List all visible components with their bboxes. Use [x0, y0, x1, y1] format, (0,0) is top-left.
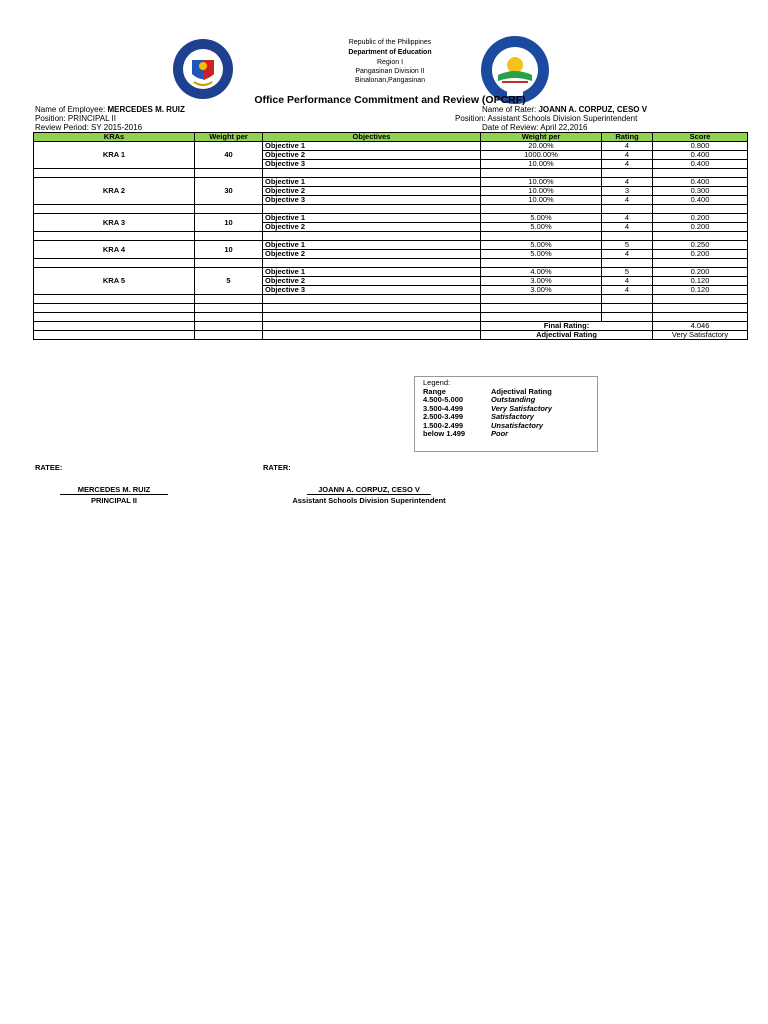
employee-name-label: Name of Employee: — [35, 105, 106, 114]
spacer-row — [34, 232, 748, 241]
legend-col-rating: Adjectival Rating — [491, 386, 552, 396]
ratee-label: RATEE: — [35, 463, 63, 472]
col-header-kras: KRAs — [34, 133, 195, 142]
objective-rating: 5 — [602, 268, 653, 277]
objective-label: Objective 3 — [263, 160, 481, 169]
employee-position: Position: PRINCIPAL II — [35, 114, 116, 123]
objective-weight: 3.00% — [481, 277, 602, 286]
objective-weight: 5.00% — [481, 250, 602, 259]
objective-score: 0.200 — [653, 268, 748, 277]
legend-range: below 1.499 — [423, 429, 466, 438]
objective-score: 0.250 — [653, 241, 748, 250]
objective-rating: 4 — [602, 160, 653, 169]
rater-label: RATER: — [263, 463, 291, 472]
table-header-row — [34, 133, 748, 142]
header-department: Department of Education — [348, 49, 432, 56]
table-row — [34, 214, 748, 223]
objective-weight: 5.00% — [481, 223, 602, 232]
legend-rating: Satisfactory — [491, 412, 534, 421]
adjectival-rating-value: Very Satisfactory — [653, 331, 748, 340]
objective-weight: 10.00% — [481, 196, 602, 205]
rater-position: Position: Assistant Schools Division Superintendent — [455, 114, 638, 123]
header-republic: Republic of the Philippines — [348, 39, 432, 46]
col-header-rating: Rating — [602, 133, 653, 142]
objective-weight: 4.00% — [481, 268, 602, 277]
rater-sign-position: Assistant Schools Division Superintendent — [292, 496, 446, 505]
objective-rating: 4 — [602, 142, 653, 151]
objective-weight: 5.00% — [481, 214, 602, 223]
legend-range: 1.500-2.499 — [423, 420, 464, 430]
objective-rating: 4 — [602, 250, 653, 259]
legend-title: Legend: — [423, 378, 451, 387]
legend-rating: Poor — [491, 429, 509, 438]
table-row — [34, 142, 748, 151]
review-period: Review Period: SY 2015-2016 — [35, 123, 143, 132]
spacer-row — [34, 313, 748, 322]
spacer-row — [34, 259, 748, 268]
review-date: Date of Review: April 22,2016 — [482, 123, 588, 132]
kra-weight: 5 — [195, 268, 263, 295]
legend-range: 3.500-4.499 — [423, 403, 464, 413]
spacer-row — [34, 205, 748, 214]
objective-rating: 4 — [602, 196, 653, 205]
objective-weight: 1000.00% — [481, 151, 602, 160]
ratee-position: PRINCIPAL II — [91, 496, 137, 505]
col-header-weight: Weight per — [195, 133, 263, 142]
table-row — [34, 268, 748, 277]
legend-range: 4.500-5.000 — [423, 395, 464, 404]
objective-label: Objective 2 — [263, 187, 481, 196]
objective-rating: 4 — [602, 223, 653, 232]
header-location: Binalonan,Pangasinan — [354, 77, 426, 84]
rater-name: JOANN A. CORPUZ, CESO V — [538, 105, 648, 114]
spacer-row — [34, 295, 748, 304]
kra-weight: 30 — [195, 178, 263, 205]
objective-label: Objective 2 — [263, 277, 481, 286]
legend-range: 2.500-3.499 — [423, 412, 464, 421]
ratee-signature — [60, 485, 168, 505]
objective-score: 0.400 — [653, 196, 748, 205]
objective-rating: 4 — [602, 178, 653, 187]
page-title: Office Performance Commitment and Review (OPCRF) — [254, 94, 526, 106]
final-rating-label: Final Rating: — [481, 322, 653, 331]
objective-rating: 5 — [602, 241, 653, 250]
legend-rating: Outstanding — [491, 395, 536, 404]
table-row — [34, 241, 748, 250]
legend-rating: Very Satisfactory — [491, 403, 553, 413]
adjectival-rating-row — [34, 331, 748, 340]
objective-label: Objective 3 — [263, 286, 481, 295]
objective-score: 0.400 — [653, 160, 748, 169]
kra-weight: 10 — [195, 214, 263, 232]
objective-label: Objective 1 — [263, 142, 481, 151]
objective-label: Objective 1 — [263, 178, 481, 187]
objective-rating: 4 — [602, 277, 653, 286]
objective-rating: 4 — [602, 151, 653, 160]
spacer-row — [34, 304, 748, 313]
objective-rating: 4 — [602, 286, 653, 295]
rater-name-label: Name of Rater: — [482, 105, 537, 114]
table-row — [34, 178, 748, 187]
objective-score: 0.300 — [653, 187, 748, 196]
employee-name-row — [35, 105, 185, 114]
objective-weight: 10.00% — [481, 178, 602, 187]
kra-name: KRA 4 — [34, 241, 195, 259]
objective-label: Objective 3 — [263, 196, 481, 205]
objective-weight: 10.00% — [481, 160, 602, 169]
objective-weight: 3.00% — [481, 286, 602, 295]
objective-score: 0.120 — [653, 277, 748, 286]
objective-score: 0.200 — [653, 250, 748, 259]
header-region: Region I — [376, 59, 404, 66]
deped-seal-logo — [172, 38, 234, 100]
objective-score: 0.200 — [653, 223, 748, 232]
rater-signature — [262, 485, 476, 505]
objective-weight: 5.00% — [481, 241, 602, 250]
spacer-row — [34, 169, 748, 178]
kra-name: KRA 1 — [34, 142, 195, 169]
legend-rating: Unsatisfactory — [491, 420, 544, 430]
objective-label: Objective 2 — [263, 223, 481, 232]
kra-weight: 10 — [195, 241, 263, 259]
header-division: Pangasinan Division II — [355, 68, 425, 75]
objective-rating: 3 — [602, 187, 653, 196]
kra-name: KRA 5 — [34, 268, 195, 295]
objective-label: Objective 2 — [263, 151, 481, 160]
objective-score: 0.400 — [653, 151, 748, 160]
objective-weight: 20.00% — [481, 142, 602, 151]
kra-name: KRA 2 — [34, 178, 195, 205]
col-header-objective-weight: Weight per — [481, 133, 602, 142]
objective-rating: 4 — [602, 214, 653, 223]
objective-weight: 10.00% — [481, 187, 602, 196]
employee-name: MERCEDES M. RUIZ — [107, 105, 185, 114]
objective-score: 0.120 — [653, 286, 748, 295]
objective-label: Objective 1 — [263, 214, 481, 223]
col-header-objectives: Objectives — [263, 133, 481, 142]
objective-score: 0.800 — [653, 142, 748, 151]
final-rating-value: 4.046 — [653, 322, 748, 331]
legend-box — [414, 376, 598, 452]
objective-score: 0.200 — [653, 214, 748, 223]
kra-name: KRA 3 — [34, 214, 195, 232]
ratee-name: MERCEDES M. RUIZ — [60, 485, 168, 495]
objective-label: Objective 1 — [263, 241, 481, 250]
opcrf-table — [33, 132, 748, 340]
kra-weight: 40 — [195, 142, 263, 169]
rater-name-row — [482, 105, 647, 114]
objective-label: Objective 1 — [263, 268, 481, 277]
legend-col-range: Range — [423, 386, 446, 396]
col-header-score: Score — [653, 133, 748, 142]
objective-score: 0.400 — [653, 178, 748, 187]
objective-label: Objective 2 — [263, 250, 481, 259]
adjectival-rating-label: Adjectival Rating — [481, 331, 653, 340]
rater-sign-name: JOANN A. CORPUZ, CESO V — [307, 485, 431, 495]
final-rating-row — [34, 322, 748, 331]
legend-row — [415, 430, 597, 439]
